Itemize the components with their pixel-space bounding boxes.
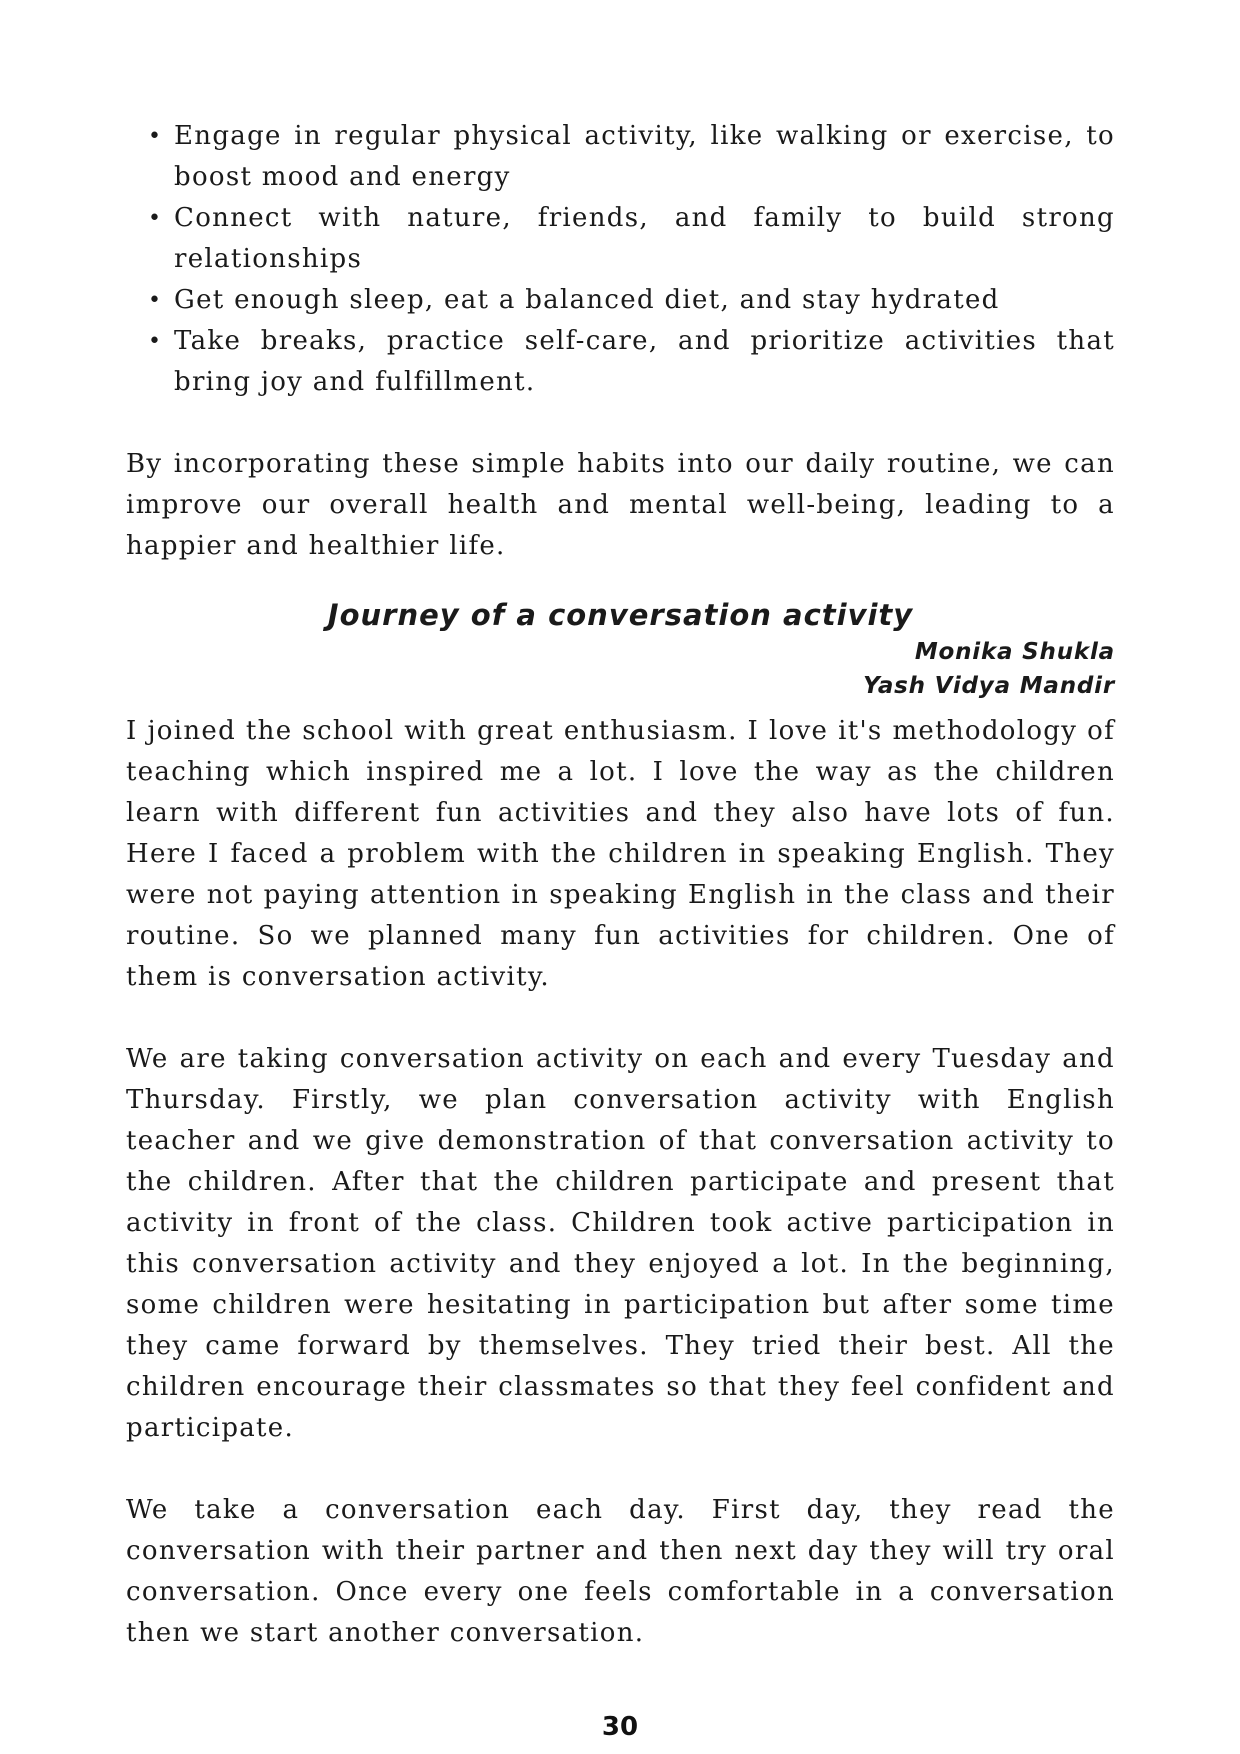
spacer [126, 998, 1115, 1039]
bullet-item [126, 321, 1115, 403]
article-paragraph: We are taking conversation activity on each and every Tuesday and Thursday. Firstly, we plan conversation activity with English teacher and we give demonstration of that conversation activity to the children. After that the children participate and present that activity in front of the class. Children took active participation in this conversation activity and they enjoyed a lot. In the beginning, some children were hesitating in participation but after some time they came forward by themselves. They tried their best. All the children encourage their classmates so that they feel confident and participate. [126, 1044, 1115, 1443]
bullet-list [126, 116, 1115, 403]
article-paragraph: I joined the school with great enthusiasm. I love it's methodology of teaching which inspired me a lot. I love the way as the children learn with different fun activities and they also have lots of fun. Here I faced a problem with the children in speaking English. They were not paying attention in speaking English in the class and their routine. So we planned many fun activities for children. One of them is conversation activity. [126, 716, 1115, 992]
page-number: 30 [601, 1712, 639, 1742]
article-title: Journey of a conversation activity [327, 598, 914, 632]
bullet-item [126, 198, 1115, 280]
spacer [126, 567, 1115, 587]
page-content [126, 116, 1115, 1654]
bullet-dot-icon: • [148, 329, 163, 354]
bullet-item [126, 116, 1115, 198]
bullet-item [126, 280, 1115, 321]
spacer [126, 703, 1115, 711]
author-name: Monika Shukla [914, 639, 1115, 665]
spacer [126, 1449, 1115, 1490]
school-name: Yash Vidya Mandir [863, 673, 1115, 699]
bullet-text: Get enough sleep, eat a balanced diet, and stay hydrated [174, 285, 1000, 315]
spacer [126, 403, 1115, 444]
intro-paragraph: By incorporating these simple habits into our daily routine, we can improve our overall health and mental well-being, leading to a happier and healthier life. [126, 449, 1115, 561]
bullet-text: Engage in regular physical activity, like walking or exercise, to boost mood and energy [174, 121, 1115, 192]
bullet-text: Take breaks, practice self-care, and prioritize activities that bring joy and fulfillment. [174, 326, 1115, 397]
article-paragraph: We take a conversation each day. First day, they read the conversation with their partner and then next day they will try oral conversation. Once every one feels comfortable in a conversation then we start another conversation. [126, 1495, 1115, 1648]
bullet-dot-icon: • [148, 206, 163, 231]
bullet-dot-icon: • [148, 124, 163, 149]
bullet-dot-icon: • [148, 288, 163, 313]
bullet-text: Connect with nature, friends, and family to build strong relationships [174, 203, 1115, 274]
